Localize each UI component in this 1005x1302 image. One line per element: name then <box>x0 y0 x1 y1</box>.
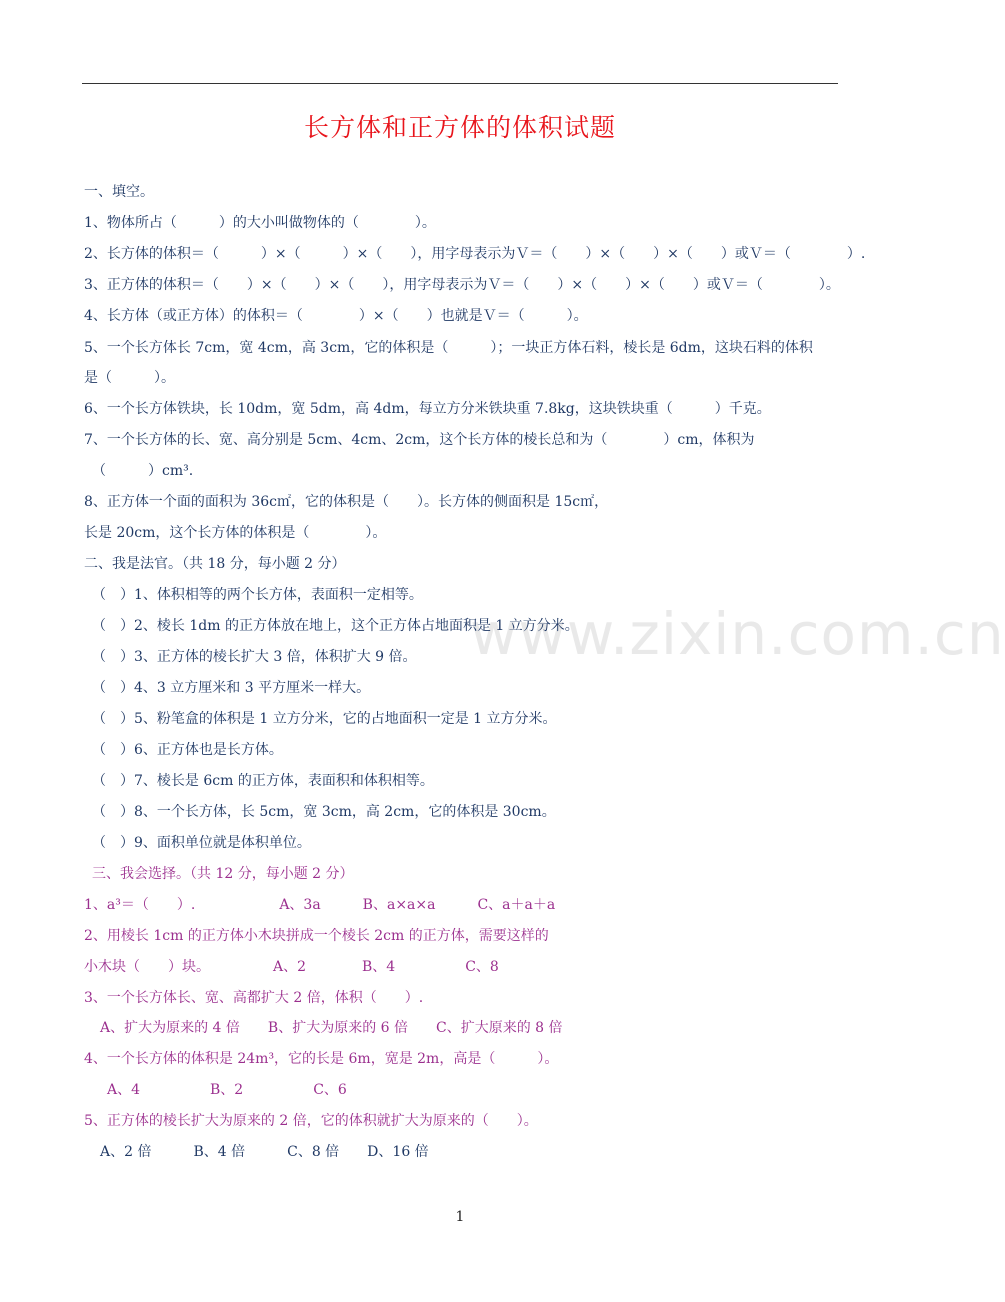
judge-item-9: （ ）9、面积单位就是体积单位。 <box>92 835 311 851</box>
page-number: 1 <box>455 1209 465 1225</box>
choice-question-4b: A、4 B、2 C、6 <box>107 1082 347 1098</box>
question-1-5a: 5、一个长方体长 7cm，宽 4cm，高 3cm，它的体积是（ ）；一块正方体石料，棱长是 6dm，这块石料的体积 <box>84 340 813 356</box>
judge-item-6: （ ）6、正方体也是长方体。 <box>92 742 283 758</box>
question-1-8b: 长是 20cm，这个长方体的体积是（ ）。 <box>84 525 387 541</box>
question-1-2: 2、长方体的体积＝（ ）×（ ）×（ ），用字母表示为Ｖ＝（ ）×（ ）×（ ）或Ｖ＝（ ）. <box>84 246 866 262</box>
choice-question-4a: 4、一个长方体的体积是 24m³，它的长是 6m，宽是 2m，高是（ ）。 <box>84 1051 559 1067</box>
question-1-7a: 7、一个长方体的长、宽、高分别是 5cm、4cm、2cm，这个长方体的棱长总和为（ ）cm，体积为 <box>84 432 755 448</box>
judge-item-5: （ ）5、粉笔盒的体积是 1 立方分米，它的占地面积一定是 1 立方分米。 <box>92 711 557 727</box>
choice-question-2b: 小木块（ ）块。 A、2 B、4 C、8 <box>84 959 499 975</box>
question-1-1: 1、物体所占（ ）的大小叫做物体的（ ）。 <box>84 215 436 231</box>
section-2-heading: 二、我是法官。（共 18 分，每小题 2 分） <box>84 556 346 572</box>
judge-item-2: （ ）2、棱长 1dm 的正方体放在地上，这个正方体占地面积是 1 立方分米。 <box>92 618 579 634</box>
watermark: www.zixin.com.cn <box>470 600 1005 668</box>
judge-item-4: （ ）4、3 立方厘米和 3 平方厘米一样大。 <box>92 680 371 696</box>
judge-item-1: （ ）1、体积相等的两个长方体，表面积一定相等。 <box>92 587 423 603</box>
question-1-5b: 是（ ）。 <box>84 370 175 386</box>
header-rule <box>82 83 838 84</box>
section-3-heading: 三、我会选择。（共 12 分，每小题 2 分） <box>92 866 354 882</box>
judge-item-7: （ ）7、棱长是 6cm 的正方体，表面积和体积相等。 <box>92 773 434 789</box>
choice-question-3a: 3、一个长方体长、宽、高都扩大 2 倍，体积（ ）. <box>84 990 424 1006</box>
choice-question-5b: A、2 倍 B、4 倍 C、8 倍 D、16 倍 <box>100 1144 429 1160</box>
question-1-4: 4、长方体（或正方体）的体积＝（ ）×（ ）也就是Ｖ＝（ ）。 <box>84 308 588 324</box>
section-1-heading: 一、填空。 <box>84 184 154 200</box>
question-1-6: 6、一个长方体铁块，长 10dm，宽 5dm，高 4dm，每立方分米铁块重 7.8kg，这块铁块重（ ）千克。 <box>84 401 771 417</box>
choice-question-3b: A、扩大为原来的 4 倍 B、扩大为原来的 6 倍 C、扩大原来的 8 倍 <box>100 1020 563 1036</box>
choice-question-2a: 2、用棱长 1cm 的正方体小木块拼成一个棱长 2cm 的正方体，需要这样的 <box>84 928 549 944</box>
page-title: 长方体和正方体的体积试题 <box>303 113 616 142</box>
judge-item-3: （ ）3、正方体的棱长扩大 3 倍，体积扩大 9 倍。 <box>92 649 417 665</box>
question-1-7b: （ ）cm³. <box>92 463 194 479</box>
choice-question-5a: 5、正方体的棱长扩大为原来的 2 倍，它的体积就扩大为原来的（ ）。 <box>84 1113 538 1129</box>
question-1-8a: 8、正方体一个面的面积为 36c㎡，它的体积是（ ）。长方体的侧面积是 15c㎡， <box>84 494 609 510</box>
judge-item-8: （ ）8、一个长方体，长 5cm，宽 3cm，高 2cm，它的体积是 30cm。 <box>92 804 556 820</box>
choice-question-1: 1、a³＝（ ）. A、3a B、a×a×a C、a＋a＋a <box>84 897 556 913</box>
question-1-3: 3、正方体的体积＝（ ）×（ ）×（ ），用字母表示为Ｖ＝（ ）×（ ）×（ ）或Ｖ＝（ ）。 <box>84 277 840 293</box>
